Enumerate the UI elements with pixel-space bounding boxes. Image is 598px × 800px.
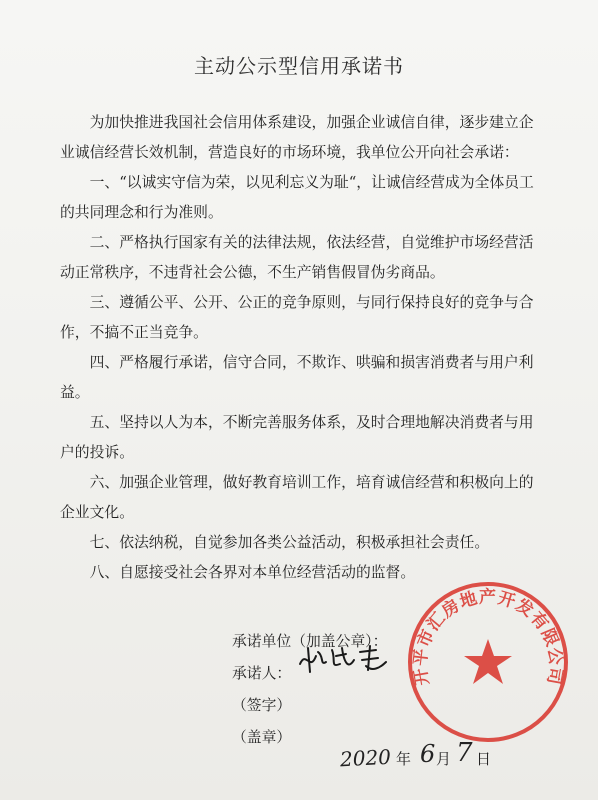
seal-text: 开平市汇房地产开发有限公司 (410, 587, 566, 687)
committing-person-label: 承诺人： (232, 665, 292, 682)
signature-note: （签字） (232, 697, 292, 714)
company-seal (403, 577, 573, 747)
document-title: 主动公示型信用承诺书 (194, 54, 404, 78)
intro-paragraph: 为加快推进我国社会信用体系建设，加强企业诚信自律，逐步建立企业诚信经营长效机制，营造良好的市场环境，我单位公开向社会承诺： (60, 114, 534, 161)
date-year: 2020 (339, 744, 392, 772)
date-year-char: 年 (396, 750, 412, 768)
date-day-char: 日 (476, 750, 492, 768)
stamp-note: （盖章） (232, 729, 292, 746)
commitment-item-6: 六、加强企业管理，做好教育培训工作，培育诚信经营和积极向上的企业文化。 (60, 474, 534, 521)
commitment-item-1: 一、“以诚实守信为荣，以见利忘义为耻“，让诚信经营成为全体员工的共同理念和行为准则。 (60, 174, 534, 221)
commitment-item-8: 八、自愿接受社会各界对本单位经营活动的监督。 (89, 564, 416, 581)
commitment-item-4: 四、严格履行承诺，信守合同，不欺诈、哄骗和损害消费者与用户利益。 (60, 354, 534, 401)
commitment-item-5: 五、坚持以人为本，不断完善服务体系，及时合理地解决消费者与用户的投诉。 (60, 414, 534, 461)
commitment-item-3: 三、遵循公平、公开、公正的竞争原则，与同行保持良好的竞争与合作，不搞不正当竞争。 (60, 294, 534, 341)
document-body (60, 108, 548, 588)
date-day: 7 (456, 738, 473, 768)
handwritten-signature (296, 642, 396, 678)
commitment-item-7: 七、依法纳税，自觉参加各类公益活动，积极承担社会责任。 (89, 534, 490, 551)
committing-unit-label: 承诺单位（加盖公章）： (232, 633, 388, 650)
date-month-char: 月 (436, 750, 452, 768)
date-month: 6 (420, 740, 436, 768)
commitment-item-2: 二、严格执行国家有关的法律法规，依法经营，自觉维护市场经营活动正常秩序，不违背社会公德，不生产销售假冒伪劣商品。 (60, 234, 534, 281)
